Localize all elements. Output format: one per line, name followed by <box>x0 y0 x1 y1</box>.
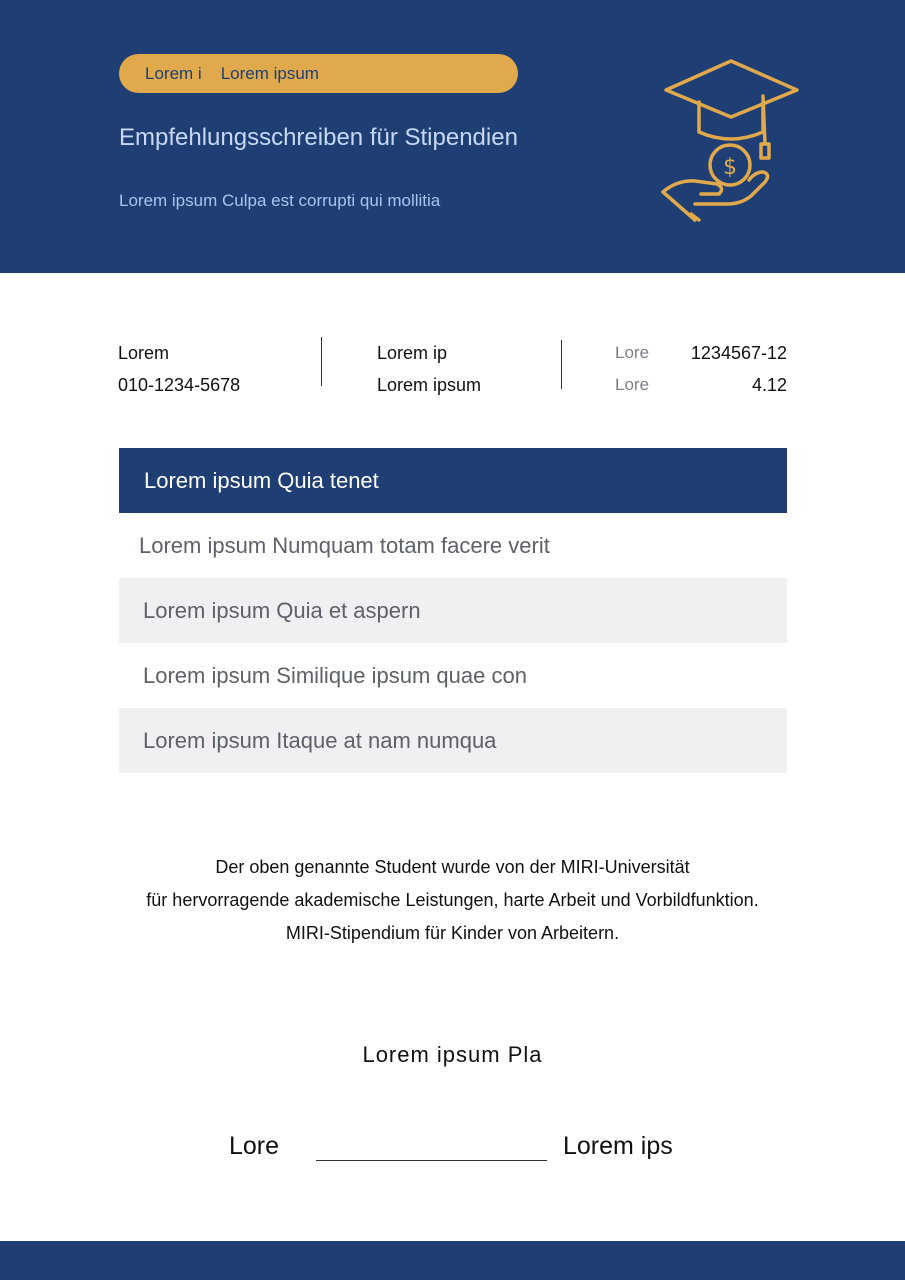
list-item: Lorem ipsum Similique ipsum quae con <box>143 662 527 688</box>
signature-line <box>316 1160 547 1161</box>
info-column-1 <box>118 337 240 401</box>
info-column-2 <box>377 337 481 401</box>
document-subtitle: Lorem ipsum Culpa est corrupti qui mollitia <box>119 191 441 210</box>
item-list <box>119 448 787 773</box>
body-line: Der oben genannte Student wurde von der MIRI-Universität <box>215 857 690 877</box>
footer-bar <box>0 1241 905 1280</box>
info-col1-label: Lorem <box>118 343 170 363</box>
info-row-label: Lore <box>615 375 650 394</box>
info-row-label: Lore <box>615 343 650 362</box>
info-col2-value: Lorem ipsum <box>377 375 482 395</box>
badge-right-text: Lorem ipsum <box>220 63 319 83</box>
signature-left-label: Lore <box>229 1132 280 1160</box>
info-column-3 <box>615 337 787 401</box>
graduation-cap-hand-coin-icon <box>655 54 805 229</box>
body-line: für hervorragende akademische Leistungen, harte Arbeit und Vorbildfunktion. <box>146 890 759 910</box>
info-row <box>615 369 787 401</box>
list-header: Lorem ipsum Quia tenet <box>119 448 787 513</box>
list-item: Lorem ipsum Itaque at nam numqua <box>119 708 787 773</box>
info-col1-value: 010-1234-5678 <box>118 375 241 395</box>
info-row-value: 1234567-12 <box>690 343 787 363</box>
signature-right-label: Lorem ips <box>563 1132 673 1160</box>
info-col2-label: Lorem ip <box>377 343 448 363</box>
badge-left-text: Lorem i <box>145 63 202 83</box>
document-title: Empfehlungsschreiben für Stipendien <box>119 124 518 151</box>
body-line: MIRI-Stipendium für Kinder von Arbeitern. <box>285 923 620 943</box>
list-item: Lorem ipsum Numquam totam facere verit <box>139 532 550 558</box>
info-row <box>615 337 787 369</box>
list-item: Lorem ipsum Quia et aspern <box>119 578 787 643</box>
signature-title: Lorem ipsum Pla <box>362 1042 543 1067</box>
divider <box>321 337 322 386</box>
category-badge <box>119 54 518 93</box>
info-row-value: 4.12 <box>751 375 787 395</box>
svg-text:$: $ <box>723 155 737 180</box>
divider <box>561 340 562 389</box>
header-banner <box>0 0 905 273</box>
recommendation-text <box>0 851 905 950</box>
